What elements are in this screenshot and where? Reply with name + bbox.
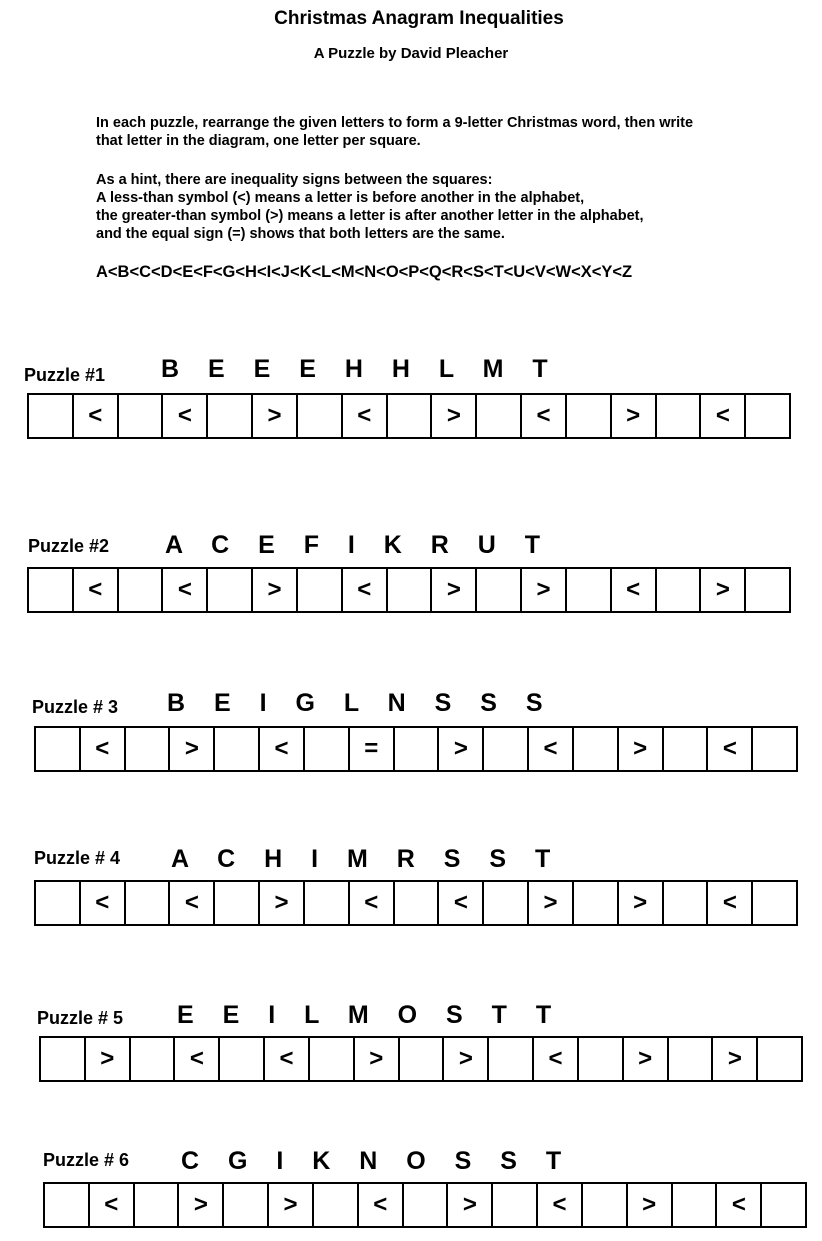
- inequality-sign: =: [348, 728, 393, 770]
- answer-square[interactable]: [577, 1038, 622, 1080]
- answer-square[interactable]: [206, 395, 251, 437]
- answer-square[interactable]: [402, 1184, 447, 1226]
- inequality-sign: <: [527, 728, 572, 770]
- answer-square[interactable]: [667, 1038, 712, 1080]
- puzzle-grid: [34, 726, 798, 772]
- puzzle-label: Puzzle # 4: [34, 848, 121, 868]
- answer-square[interactable]: [756, 1038, 801, 1080]
- inequality-sign: <: [341, 395, 386, 437]
- answer-square[interactable]: [482, 728, 527, 770]
- inequality-sign: >: [617, 728, 662, 770]
- inequality-sign: <: [706, 882, 751, 924]
- answer-square[interactable]: [655, 569, 700, 611]
- answer-square[interactable]: [572, 728, 617, 770]
- puzzle-letters: B E I G L N S S S: [167, 689, 554, 717]
- answer-square[interactable]: [744, 569, 789, 611]
- inequality-sign: >: [527, 882, 572, 924]
- answer-square[interactable]: [386, 569, 431, 611]
- answer-square[interactable]: [124, 728, 169, 770]
- inequality-sign: <: [341, 569, 386, 611]
- answer-square[interactable]: [760, 1184, 805, 1226]
- puzzle-grid: [27, 393, 791, 439]
- inequality-sign: <: [715, 1184, 760, 1226]
- inequality-sign: <: [536, 1184, 581, 1226]
- answer-square[interactable]: [751, 882, 796, 924]
- answer-square[interactable]: [29, 569, 72, 611]
- answer-square[interactable]: [213, 882, 258, 924]
- inequality-sign: >: [446, 1184, 491, 1226]
- answer-square[interactable]: [213, 728, 258, 770]
- inequality-sign: <: [161, 569, 206, 611]
- instructions-line: In each puzzle, rearrange the given letters to form a 9-letter Christmas word, then write: [96, 115, 694, 131]
- inequality-sign: <: [161, 395, 206, 437]
- inequality-sign: <: [357, 1184, 402, 1226]
- inequality-sign: >: [177, 1184, 222, 1226]
- answer-square[interactable]: [581, 1184, 626, 1226]
- puzzle-grid: [43, 1182, 807, 1228]
- answer-square[interactable]: [655, 395, 700, 437]
- answer-square[interactable]: [662, 728, 707, 770]
- inequality-sign: <: [348, 882, 393, 924]
- answer-square[interactable]: [482, 882, 527, 924]
- puzzle-letters: A C E F I K R U T: [165, 531, 552, 559]
- inequality-sign: <: [532, 1038, 577, 1080]
- answer-square[interactable]: [744, 395, 789, 437]
- instructions-line: the greater-than symbol (>) means a letter is after another letter in the alphabet,: [96, 208, 644, 224]
- inequality-sign: <: [520, 395, 565, 437]
- answer-square[interactable]: [303, 728, 348, 770]
- answer-square[interactable]: [36, 882, 79, 924]
- inequality-sign: <: [610, 569, 655, 611]
- inequality-sign: >: [267, 1184, 312, 1226]
- inequality-sign: >: [520, 569, 565, 611]
- answer-square[interactable]: [222, 1184, 267, 1226]
- inequality-sign: <: [72, 569, 117, 611]
- answer-square[interactable]: [312, 1184, 357, 1226]
- inequality-sign: <: [706, 728, 751, 770]
- inequality-sign: >: [617, 882, 662, 924]
- puzzle-letters: C G I K N O S S T: [181, 1147, 573, 1175]
- answer-square[interactable]: [393, 882, 438, 924]
- inequality-sign: >: [168, 728, 213, 770]
- inequality-sign: <: [79, 882, 124, 924]
- answer-square[interactable]: [296, 395, 341, 437]
- inequality-sign: <: [173, 1038, 218, 1080]
- inequality-sign: <: [72, 395, 117, 437]
- inequality-sign: >: [622, 1038, 667, 1080]
- inequality-sign: >: [258, 882, 303, 924]
- instructions-line: and the equal sign (=) shows that both letters are the same.: [96, 226, 505, 242]
- page-title: Christmas Anagram Inequalities: [274, 8, 564, 29]
- answer-square[interactable]: [129, 1038, 174, 1080]
- puzzle-label: Puzzle # 6: [43, 1150, 130, 1170]
- answer-square[interactable]: [36, 728, 79, 770]
- answer-square[interactable]: [41, 1038, 84, 1080]
- answer-square[interactable]: [475, 569, 520, 611]
- answer-square[interactable]: [117, 395, 162, 437]
- answer-square[interactable]: [117, 569, 162, 611]
- answer-square[interactable]: [393, 728, 438, 770]
- inequality-sign: <: [88, 1184, 133, 1226]
- answer-square[interactable]: [565, 569, 610, 611]
- answer-square[interactable]: [662, 882, 707, 924]
- puzzle-label: Puzzle #1: [24, 365, 106, 385]
- answer-square[interactable]: [206, 569, 251, 611]
- answer-square[interactable]: [29, 395, 72, 437]
- puzzle-grid: [39, 1036, 803, 1082]
- inequality-sign: >: [437, 728, 482, 770]
- inequality-sign: >: [699, 569, 744, 611]
- alphabet-order: A<B<C<D<E<F<G<H<I<J<K<L<M<N<O<P<Q<R<S<T<U<V<W<X<Y<Z: [96, 263, 633, 281]
- puzzle-label: Puzzle # 5: [37, 1008, 124, 1028]
- answer-square[interactable]: [671, 1184, 716, 1226]
- puzzle-letters: B E E E H H L M T: [161, 355, 559, 383]
- instructions-line: A less-than symbol (<) means a letter is before another in the alphabet,: [96, 190, 585, 206]
- answer-square[interactable]: [487, 1038, 532, 1080]
- inequality-sign: <: [699, 395, 744, 437]
- answer-square[interactable]: [398, 1038, 443, 1080]
- answer-square[interactable]: [124, 882, 169, 924]
- inequality-sign: <: [168, 882, 213, 924]
- puzzle-grid: [27, 567, 791, 613]
- answer-square[interactable]: [296, 569, 341, 611]
- puzzle-label: Puzzle #2: [28, 536, 110, 556]
- inequality-sign: <: [263, 1038, 308, 1080]
- inequality-sign: >: [711, 1038, 756, 1080]
- puzzle-letters: E E I L M O S T T: [177, 1001, 563, 1029]
- puzzle-label: Puzzle # 3: [32, 697, 119, 717]
- inequality-sign: >: [84, 1038, 129, 1080]
- answer-square[interactable]: [308, 1038, 353, 1080]
- answer-square[interactable]: [303, 882, 348, 924]
- inequality-sign: >: [626, 1184, 671, 1226]
- inequality-sign: >: [610, 395, 655, 437]
- puzzle-letters: A C H I M R S S T: [171, 845, 562, 873]
- inequality-sign: <: [258, 728, 303, 770]
- answer-square[interactable]: [572, 882, 617, 924]
- inequality-sign: <: [79, 728, 124, 770]
- inequality-sign: >: [442, 1038, 487, 1080]
- inequality-sign: >: [251, 569, 296, 611]
- answer-square[interactable]: [491, 1184, 536, 1226]
- inequality-sign: <: [437, 882, 482, 924]
- instructions-line: that letter in the diagram, one letter per square.: [96, 133, 421, 149]
- answer-square[interactable]: [218, 1038, 263, 1080]
- page-subtitle: A Puzzle by David Pleacher: [313, 45, 509, 62]
- inequality-sign: >: [430, 569, 475, 611]
- answer-square[interactable]: [133, 1184, 178, 1226]
- inequality-sign: >: [430, 395, 475, 437]
- answer-square[interactable]: [565, 395, 610, 437]
- puzzle-grid: [34, 880, 798, 926]
- inequality-sign: >: [353, 1038, 398, 1080]
- answer-square[interactable]: [45, 1184, 88, 1226]
- answer-square[interactable]: [751, 728, 796, 770]
- answer-square[interactable]: [386, 395, 431, 437]
- answer-square[interactable]: [475, 395, 520, 437]
- inequality-sign: >: [251, 395, 296, 437]
- instructions-line: As a hint, there are inequality signs between the squares:: [96, 172, 493, 188]
